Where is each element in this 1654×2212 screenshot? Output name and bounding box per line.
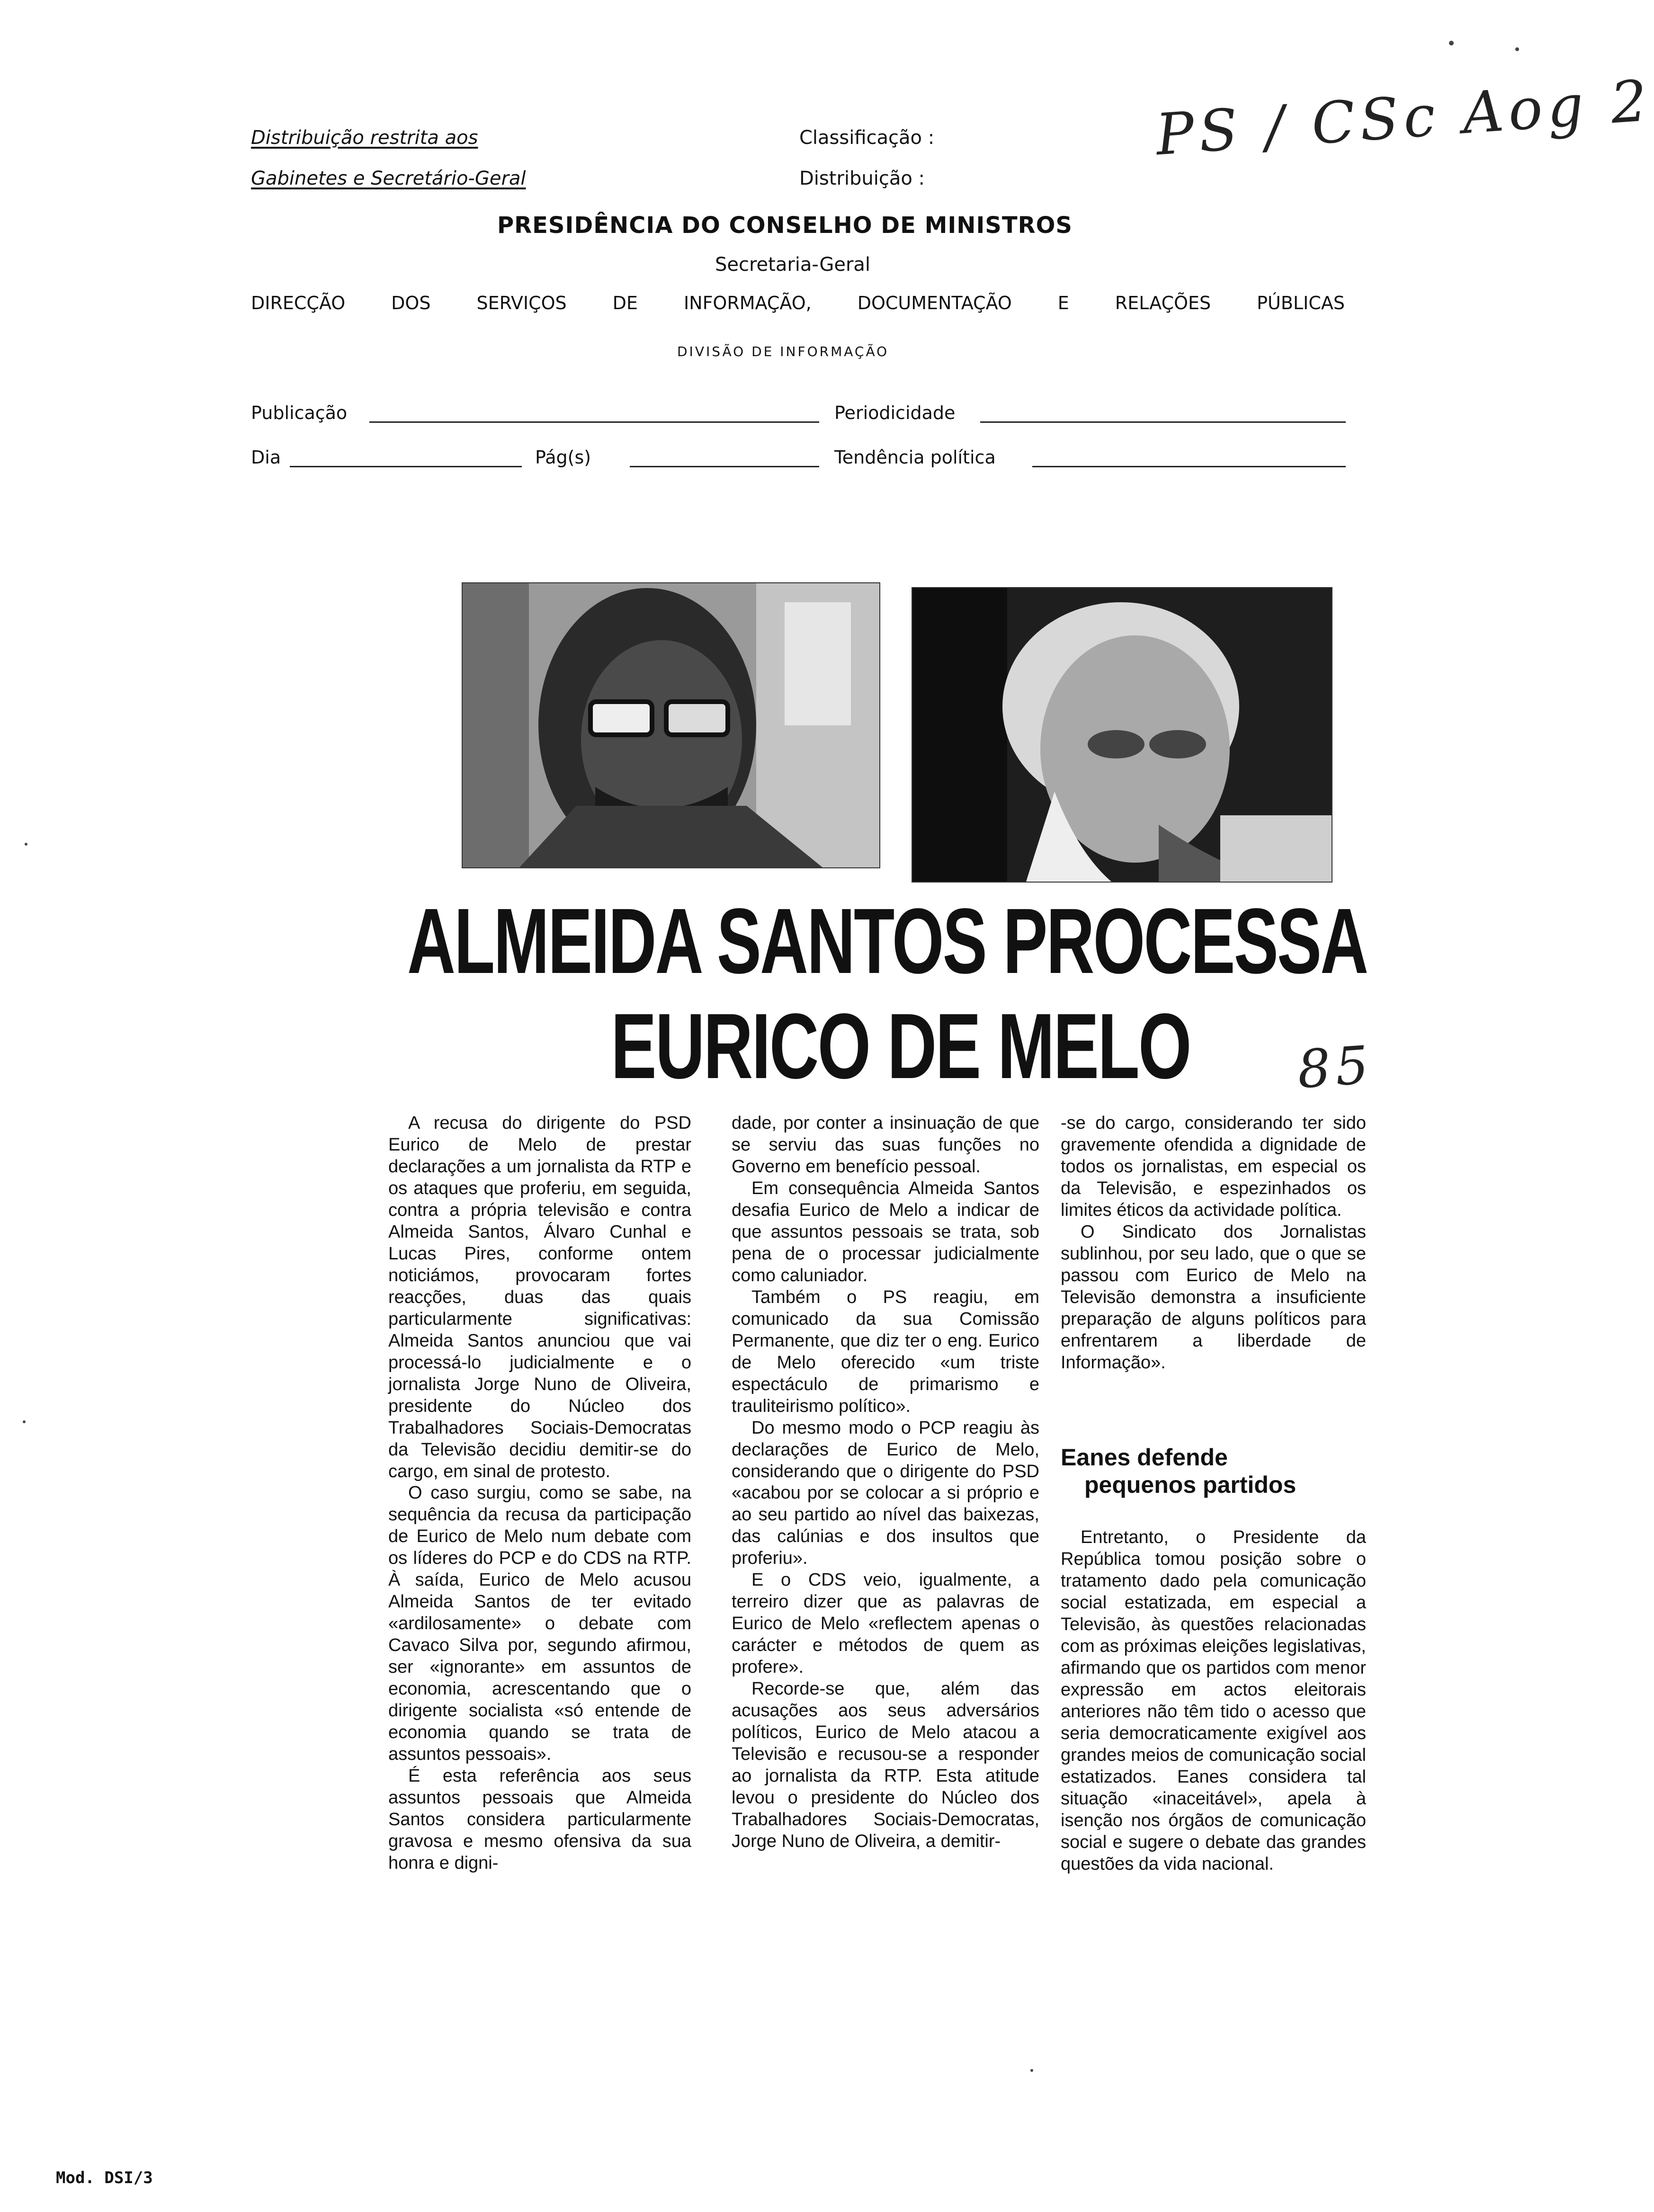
direccao-word: INFORMAÇÃO, <box>683 293 812 313</box>
direccao-word: RELAÇÕES <box>1115 293 1211 313</box>
col3-paragraph: -se do cargo, considerando ter sido gravemente ofendida a dignidade de todos os jornalistas, em especial os da Televisão, e espezinhados os limites éticos da actividade política. <box>1061 1113 1366 1220</box>
col3-paragraph: O Sindicato dos Jornalistas sublinhou, por seu lado, que o que se passou com Eurico de Melo na Televisão demonstra a insuficiente preparação de alguns políticos para enfrentarem a liberdade de Informação». <box>1061 1222 1366 1373</box>
publicacao-field[interactable] <box>369 421 819 423</box>
tendencia-field[interactable] <box>1032 466 1346 467</box>
subheading-line1: Eanes defende <box>1061 1444 1228 1471</box>
pags-label: Pág(s) <box>535 447 591 468</box>
direccao-word: DOCUMENTAÇÃO <box>857 293 1012 313</box>
classificacao-label: Classificação : <box>799 127 935 149</box>
direccao-word: PÚBLICAS <box>1257 293 1345 313</box>
ministry-title: PRESIDÊNCIA DO CONSELHO DE MINISTROS <box>497 212 1073 239</box>
tendencia-label: Tendência política <box>834 447 996 468</box>
restricted-distribution-line1: Distribuição restrita aos <box>251 127 478 149</box>
scan-speck <box>25 843 27 846</box>
col2-paragraph: Recorde-se que, além das acusações aos seus adversários políticos, Eurico de Melo atacou a Televisão e recusou-se a responder ao jornalista da RTP. Esta atitude levou o presidente do Núcleo dos Trabalhadores Sociais-Democratas, Jorge Nuno de Oliveira, a demitir- <box>732 1679 1039 1851</box>
handwritten-reference: PS / CSc Aog 2 <box>1153 68 1654 169</box>
secretaria-geral: Secretaria-Geral <box>715 254 871 276</box>
photo-eurico-de-melo-image <box>912 588 1332 882</box>
restricted-distribution-line2: Gabinetes e Secretário-Geral <box>251 168 526 189</box>
periodicidade-field[interactable] <box>980 421 1346 423</box>
col1-paragraph: O caso surgiu, como se sabe, na sequência da recusa da participação de Eurico de Melo num debate com os líderes do PCP e do CDS na RTP. À saída, Eurico de Melo acusou Almeida Santos de ter evitado «ardilosamente» o debate com Cavaco Silva por, segundo afirmou, ser «ignorante» em assuntos de economia, acrescentando que o dirigente socialista «só entende de economia quando se trata de assuntos pessoais». <box>388 1483 691 1765</box>
scan-speck <box>1030 2069 1033 2072</box>
distribuicao-label: Distribuição : <box>799 168 925 189</box>
col2-paragraph: Em consequência Almeida Santos desafia Eurico de Melo a indicar de que assuntos pessoais se trata, sob pena de o processar judicialmente como caluniador. <box>732 1178 1039 1285</box>
form-code: Mod. DSI/3 <box>56 2168 153 2187</box>
direccao-word: DE <box>612 293 638 313</box>
direccao-word: E <box>1057 293 1069 313</box>
col1-paragraph: É esta referência aos seus assuntos pessoais que Almeida Santos considera particularmente gravosa e mesmo ofensiva da sua honra e digni- <box>388 1766 691 1873</box>
subheading-line2: pequenos partidos <box>1084 1471 1296 1498</box>
publicacao-label: Publicação <box>251 402 348 423</box>
article-column-1 <box>388 1113 691 1946</box>
handwritten-mark: 85 <box>1295 1034 1376 1100</box>
col2-paragraph: Do mesmo modo o PCP reagiu às declarações de Eurico de Melo, considerando que o dirigente do PSD «acabou por se colocar a si próprio e ao seu partido ao nível das baixezas, das calúnias e dos insultos que proferiu». <box>732 1418 1039 1569</box>
photo-almeida-santos-image <box>463 583 879 867</box>
dia-field[interactable] <box>290 466 522 467</box>
pags-field[interactable] <box>630 466 819 467</box>
photo-almeida-santos <box>462 582 880 868</box>
dia-label: Dia <box>251 447 281 468</box>
col3b-paragraph: Entretanto, o Presidente da República tomou posição sobre o tratamento dado pela comunicação social estatizada, em especial a Televisão, às questões relacionadas com as próximas eleições legislativas, afirmando que os partidos com menor expressão em actos eleitorais anteriores não têm tido o acesso que seria democraticamente exigível aos grandes meios de comunicação social estatizados. Eanes considera tal situação «inaceitável», apela à isenção nos órgãos de comunicação social e sugere o debate das grandes questões da vida nacional. <box>1061 1527 1366 1874</box>
article-column-2 <box>732 1113 1039 1946</box>
direccao-word: DOS <box>391 293 431 313</box>
periodicidade-label: Periodicidade <box>834 402 956 423</box>
divisao-informacao: DIVISÃO DE INFORMAÇÃO <box>677 344 889 359</box>
direccao-servicos <box>251 293 1345 313</box>
scan-speck <box>1449 41 1454 45</box>
scan-speck <box>23 1420 26 1423</box>
article-column-3b <box>1061 1527 1366 1944</box>
headline-line1: ALMEIDA SANTOS PROCESSA <box>407 889 1368 993</box>
scan-speck <box>1515 47 1519 51</box>
subheading <box>1061 1444 1366 1498</box>
direccao-word: DIRECÇÃO <box>251 293 346 313</box>
col1-paragraph: A recusa do dirigente do PSD Eurico de Melo de prestar declarações a um jornalista da RTP e os ataques que proferiu, em seguida, contra a própria televisão e contra Almeida Santos, Álvaro Cunhal e Lucas Pires, conforme ontem noticiámos, provocaram fortes reacções, duas das quais particularmente significativas: Almeida Santos anunciou que vai processá-lo judicialmente e o jornalista Jorge Nuno de Oliveira, presidente do Núcleo dos Trabalhadores Sociais-Democratas da Televisão decidiu demitir-se do cargo, em sinal de protesto. <box>388 1113 691 1481</box>
col2-paragraph: E o CDS veio, igualmente, a terreiro dizer que as palavras de Eurico de Melo «reflectem apenas o carácter e métodos de quem as profere». <box>732 1570 1039 1677</box>
col2-paragraph: Também o PS reagiu, em comunicado da sua Comissão Permanente, que diz ter o eng. Eurico de Melo oferecido «um triste espectáculo de primarismo e trauliteirismo político». <box>732 1287 1039 1416</box>
col2-paragraph: dade, por conter a insinuação de que se serviu das suas funções no Governo em benefício pessoal. <box>732 1113 1039 1177</box>
headline-line2: EURICO DE MELO <box>611 994 1190 1098</box>
photo-eurico-de-melo <box>912 587 1332 883</box>
article-column-3 <box>1061 1113 1366 1373</box>
direccao-word: SERVIÇOS <box>476 293 567 313</box>
